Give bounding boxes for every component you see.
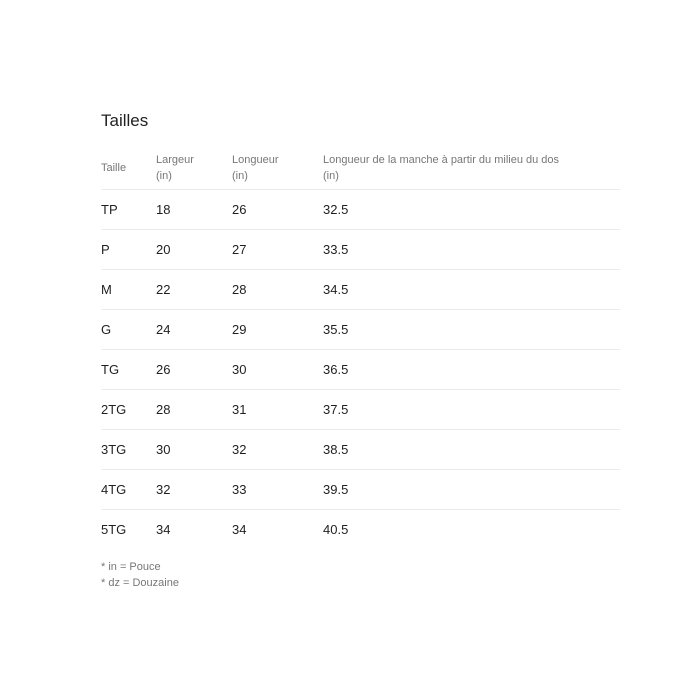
cell-width: 30 bbox=[156, 430, 232, 470]
header-row bbox=[101, 147, 620, 190]
column-header-label: Longueur bbox=[232, 154, 279, 166]
table-row bbox=[101, 230, 620, 270]
footnote-inch: * in = Pouce bbox=[101, 561, 161, 573]
cell-size: 3TG bbox=[101, 430, 156, 470]
cell-length: 29 bbox=[232, 310, 323, 350]
table-row bbox=[101, 470, 620, 510]
cell-length: 28 bbox=[232, 270, 323, 310]
cell-size: TP bbox=[101, 190, 156, 230]
cell-size: G bbox=[101, 310, 156, 350]
cell-length: 27 bbox=[232, 230, 323, 270]
table-row bbox=[101, 310, 620, 350]
column-header-label: Largeur bbox=[156, 154, 194, 166]
cell-sleeve-length: 32.5 bbox=[323, 190, 620, 230]
cell-size: 5TG bbox=[101, 522, 127, 537]
table-body bbox=[101, 190, 620, 550]
column-header-unit: (in) bbox=[232, 170, 248, 182]
table-row bbox=[101, 350, 620, 390]
cell-size: 2TG bbox=[101, 390, 156, 430]
cell-sleeve-length: 36.5 bbox=[323, 350, 620, 390]
column-header-unit: (in) bbox=[323, 170, 339, 182]
cell-size: P bbox=[101, 230, 156, 270]
footnotes bbox=[101, 559, 621, 591]
column-header-width bbox=[156, 147, 232, 190]
cell-length: 32 bbox=[232, 430, 323, 470]
cell-length: 33 bbox=[232, 470, 323, 510]
column-header-length bbox=[232, 147, 323, 190]
cell-width: 26 bbox=[156, 350, 232, 390]
column-header-label: Longueur de la manche à partir du milieu du dos bbox=[323, 154, 560, 166]
cell-sleeve-length: 33.5 bbox=[323, 230, 620, 270]
footnote-dozen: * dz = Douzaine bbox=[101, 577, 179, 589]
column-header-sleeve-length bbox=[323, 147, 620, 190]
chart-title: Tailles bbox=[101, 111, 149, 130]
cell-size: 4TG bbox=[101, 470, 156, 510]
cell-sleeve-length: 35.5 bbox=[323, 310, 620, 350]
table-row bbox=[101, 270, 620, 310]
cell-size: M bbox=[101, 270, 156, 310]
column-header-unit: (in) bbox=[156, 170, 172, 182]
cell-size: TG bbox=[101, 350, 156, 390]
cell-width: 18 bbox=[156, 190, 232, 230]
cell-width: 20 bbox=[156, 230, 232, 270]
cell-width: 32 bbox=[156, 470, 232, 510]
cell-length: 30 bbox=[232, 350, 323, 390]
cell-width: 34 bbox=[156, 522, 171, 537]
table-row bbox=[101, 390, 620, 430]
cell-width: 22 bbox=[156, 270, 232, 310]
column-header-size bbox=[101, 147, 156, 190]
table-row bbox=[101, 190, 620, 230]
size-chart bbox=[101, 111, 621, 591]
table-row bbox=[101, 510, 620, 550]
cell-length: 31 bbox=[232, 390, 323, 430]
cell-sleeve-length: 40.5 bbox=[323, 522, 349, 537]
cell-length: 26 bbox=[232, 190, 323, 230]
cell-sleeve-length: 37.5 bbox=[323, 390, 620, 430]
cell-sleeve-length: 38.5 bbox=[323, 430, 620, 470]
column-header-label: Taille bbox=[101, 162, 127, 174]
cell-width: 24 bbox=[156, 310, 232, 350]
cell-sleeve-length: 39.5 bbox=[323, 470, 620, 510]
cell-sleeve-length: 34.5 bbox=[323, 270, 620, 310]
size-table bbox=[101, 147, 620, 549]
cell-length: 34 bbox=[232, 522, 247, 537]
cell-width: 28 bbox=[156, 390, 232, 430]
table-row bbox=[101, 430, 620, 470]
